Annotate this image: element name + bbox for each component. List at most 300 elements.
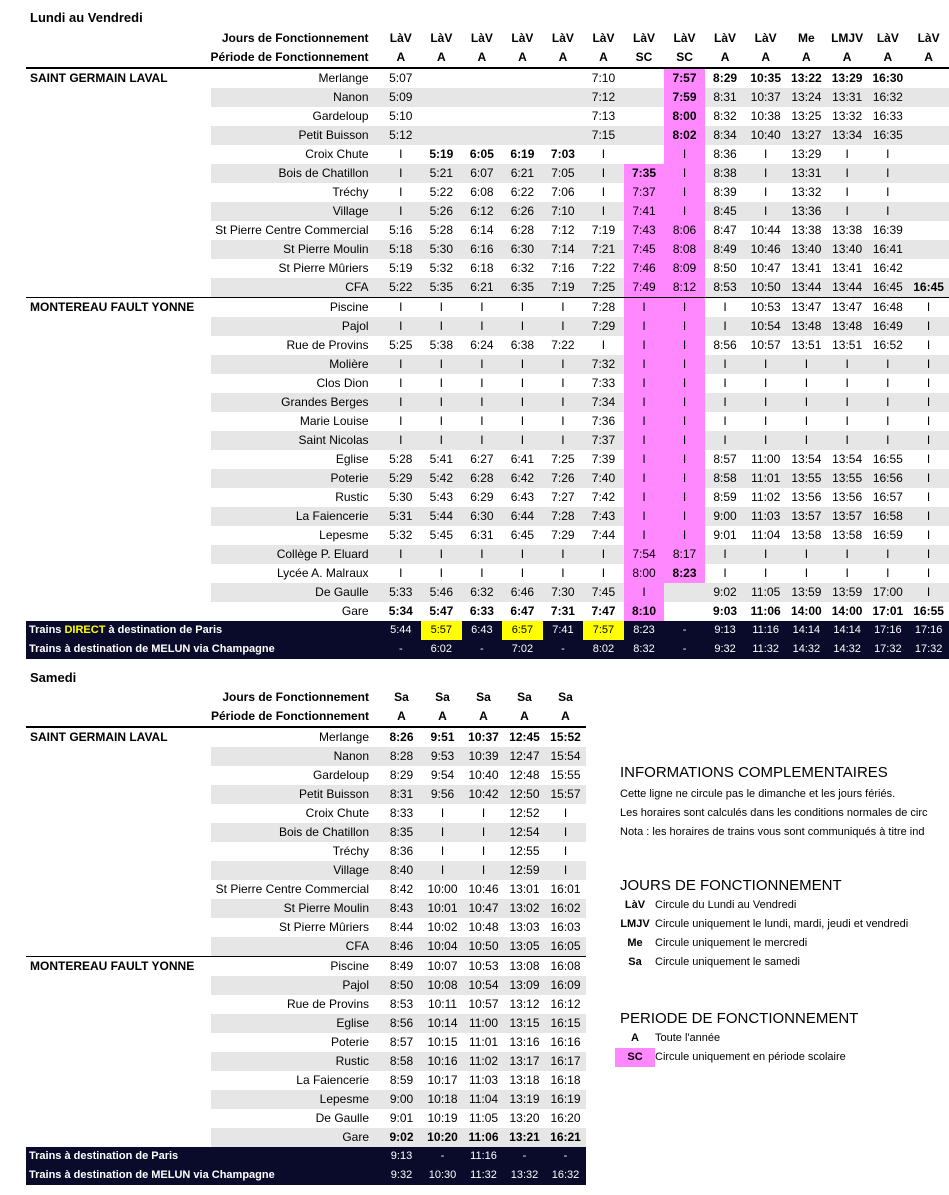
- time-cell: 8:42: [389, 882, 414, 896]
- time-cell: I: [624, 374, 665, 393]
- time-cell: I: [908, 393, 949, 412]
- zone-label: [26, 899, 211, 918]
- time-cell: 6:28: [510, 223, 535, 237]
- time-cell: 5:41: [429, 452, 454, 466]
- time-cell: I: [745, 545, 786, 564]
- time-cell: 16:55: [872, 452, 903, 466]
- time-cell: 13:58: [791, 528, 822, 542]
- time-cell: 7:49: [624, 278, 665, 298]
- time-cell: 6:43: [510, 490, 535, 504]
- time-cell: [624, 68, 665, 88]
- time-cell: I: [440, 844, 445, 858]
- direct-label-b: à destination de Paris: [105, 624, 223, 636]
- jours-cell: Sa: [517, 690, 532, 704]
- time-cell: 13:29: [827, 68, 868, 88]
- time-cell: 13:38: [832, 223, 863, 237]
- stop-row: [26, 183, 949, 202]
- jours-legend-title: JOURS DE FONCTIONNEMENT: [620, 877, 842, 894]
- stop-row: [26, 976, 586, 995]
- time-cell: I: [827, 202, 868, 221]
- jours-cell: LàV: [754, 31, 777, 45]
- footer-time-cell: 11:16: [463, 1147, 504, 1166]
- zone-label: [26, 602, 211, 621]
- time-cell: I: [545, 861, 586, 880]
- time-cell: 13:15: [504, 1014, 545, 1033]
- time-cell: 10:46: [745, 240, 786, 259]
- stop-row: [26, 450, 949, 469]
- time-cell: 7:29: [551, 528, 575, 542]
- time-cell: [908, 259, 949, 278]
- legend-row: [615, 1048, 846, 1067]
- time-cell: [664, 583, 705, 602]
- time-cell: I: [381, 317, 422, 336]
- footer-time-cell: -: [381, 640, 422, 659]
- time-cell: I: [624, 507, 665, 526]
- time-cell: 16:21: [545, 1128, 586, 1147]
- stop-row: [26, 412, 949, 431]
- time-cell: 10:08: [422, 976, 463, 995]
- time-cell: 13:40: [827, 240, 868, 259]
- time-cell: 6:14: [470, 223, 494, 237]
- legend-text: Circule uniquement le mercredi: [655, 937, 808, 949]
- time-cell: I: [723, 566, 727, 580]
- time-cell: 15:52: [545, 727, 586, 747]
- time-cell: 6:29: [470, 490, 494, 504]
- time-cell: 5:28: [389, 452, 413, 466]
- jours-cell: LàV: [592, 31, 615, 45]
- time-cell: I: [926, 490, 931, 504]
- time-cell: I: [624, 583, 665, 602]
- time-cell: 6:08: [470, 185, 494, 199]
- time-cell: 6:27: [470, 452, 494, 466]
- stop-name: Poterie: [330, 1035, 370, 1049]
- time-cell: I: [381, 431, 422, 450]
- time-cell: 6:38: [510, 338, 535, 352]
- stop-name: La Faiencerie: [296, 1073, 370, 1087]
- time-cell: 6:45: [510, 528, 535, 542]
- jours-cell: LàV: [551, 31, 574, 45]
- time-cell: 13:48: [827, 317, 868, 336]
- time-cell: 6:47: [510, 604, 535, 618]
- time-cell: 13:24: [786, 88, 827, 107]
- time-cell: 7:25: [583, 278, 624, 298]
- stop-name: Grandes Berges: [211, 393, 381, 412]
- time-cell: 7:22: [591, 261, 616, 275]
- periode-cell: SC: [676, 50, 693, 64]
- time-cell: I: [664, 298, 705, 318]
- time-cell: 5:34: [388, 604, 413, 618]
- time-cell: 5:22: [381, 278, 422, 298]
- zone-label: [26, 221, 211, 240]
- zone-label: [26, 374, 211, 393]
- time-cell: I: [381, 393, 422, 412]
- legend-code: LMJV: [620, 918, 650, 930]
- paris-row-label: Trains à destination de Paris: [26, 1147, 381, 1166]
- header-spacer: [26, 48, 211, 68]
- time-cell: 5:38: [429, 338, 454, 352]
- periode-label: Période de Fonctionnement: [211, 709, 370, 723]
- time-cell: 14:00: [791, 604, 822, 618]
- time-cell: 16:42: [872, 261, 903, 275]
- time-cell: 8:49: [705, 240, 746, 259]
- time-cell: I: [480, 376, 484, 390]
- time-cell: [908, 221, 949, 240]
- stop-row: [26, 583, 949, 602]
- time-cell: 6:16: [462, 240, 503, 259]
- time-cell: I: [583, 164, 624, 183]
- jours-cell: LàV: [673, 31, 696, 45]
- time-cell: 8:58: [381, 1052, 422, 1071]
- time-cell: 12:52: [509, 806, 540, 820]
- zone-label: [26, 126, 211, 145]
- periode-legend-title: PERIODE DE FONCTIONNEMENT: [620, 1010, 859, 1027]
- footer-time-cell: 14:14: [786, 621, 827, 640]
- time-cell: 7:45: [624, 240, 665, 259]
- time-cell: I: [827, 164, 868, 183]
- time-cell: I: [480, 414, 484, 428]
- direct-label-a: Trains: [29, 624, 65, 636]
- stop-name: Nanon: [211, 88, 381, 107]
- time-cell: 16:30: [867, 68, 908, 88]
- time-cell: 6:07: [462, 164, 503, 183]
- legend-code: Sa: [628, 956, 642, 968]
- zone-label: [26, 918, 211, 937]
- stop-name: Merlange: [211, 68, 381, 88]
- time-cell: I: [827, 431, 868, 450]
- time-cell: [908, 126, 949, 145]
- time-cell: 11:05: [745, 583, 786, 602]
- footer-time-cell: 13:32: [504, 1166, 545, 1185]
- time-cell: I: [399, 376, 403, 390]
- time-cell: I: [705, 298, 746, 318]
- time-cell: I: [440, 806, 445, 820]
- weekday-timetable: [26, 29, 949, 659]
- zone-label: [26, 431, 211, 450]
- time-cell: I: [462, 545, 503, 564]
- time-cell: I: [827, 355, 868, 374]
- stop-name: Lepesme: [319, 528, 369, 542]
- zone-label: MONTEREAU FAULT YONNE: [26, 957, 211, 977]
- time-cell: 7:46: [624, 259, 665, 278]
- jours-cell: LàV: [511, 31, 534, 45]
- time-cell: 7:19: [543, 278, 584, 298]
- time-cell: 16:39: [872, 223, 903, 237]
- time-cell: 13:19: [504, 1090, 545, 1109]
- time-cell: 7:19: [591, 223, 616, 237]
- time-cell: I: [845, 566, 849, 580]
- time-cell: I: [804, 566, 809, 580]
- time-cell: 7:28: [583, 298, 624, 318]
- time-cell: I: [786, 431, 827, 450]
- time-cell: 13:58: [832, 528, 863, 542]
- time-cell: I: [664, 488, 705, 507]
- time-cell: 7:57: [664, 68, 705, 88]
- time-cell: 7:37: [624, 183, 665, 202]
- time-cell: I: [422, 861, 463, 880]
- time-cell: I: [908, 545, 949, 564]
- stop-name: St Pierre Moulin: [211, 899, 381, 918]
- time-cell: 13:31: [827, 88, 868, 107]
- footer-time-cell: 17:32: [867, 640, 908, 659]
- periode-cell: A: [883, 50, 893, 64]
- stop-row: [26, 145, 949, 164]
- time-cell: 8:47: [713, 223, 737, 237]
- footer-time-cell: 14:14: [827, 621, 868, 640]
- periode-cell: A: [599, 50, 608, 64]
- time-cell: 7:59: [664, 88, 705, 107]
- stop-row: [26, 240, 949, 259]
- header-row-periode: [26, 707, 586, 727]
- stop-name: Village: [211, 861, 381, 880]
- stop-name: Rue de Provins: [286, 338, 369, 352]
- time-cell: 10:35: [745, 68, 786, 88]
- stop-name: Poterie: [211, 469, 381, 488]
- time-cell: 5:18: [381, 240, 422, 259]
- time-cell: I: [705, 545, 746, 564]
- time-cell: I: [764, 185, 768, 199]
- time-cell: 17:00: [867, 583, 908, 602]
- time-cell: I: [502, 431, 543, 450]
- time-cell: 9:00: [705, 507, 746, 526]
- legend-row: [615, 915, 908, 934]
- time-cell: 12:50: [504, 785, 545, 804]
- zone-label: [26, 526, 211, 545]
- time-cell: 13:54: [832, 452, 863, 466]
- time-cell: 7:22: [551, 338, 575, 352]
- stop-name: Nanon: [211, 747, 381, 766]
- time-cell: I: [723, 414, 727, 428]
- time-cell: 5:44: [421, 507, 462, 526]
- stop-row: [26, 164, 949, 183]
- time-cell: I: [745, 164, 786, 183]
- zone-label: [26, 747, 211, 766]
- time-cell: 5:35: [421, 278, 462, 298]
- footer-time-cell: 9:13: [381, 1147, 422, 1166]
- periode-cell: A: [842, 50, 852, 64]
- time-cell: 8:59: [389, 1073, 414, 1087]
- stop-row: [26, 1109, 586, 1128]
- direct-paris-row: [26, 621, 949, 640]
- stop-name: Petit Buisson: [211, 785, 381, 804]
- time-cell: 6:31: [470, 528, 494, 542]
- time-cell: 16:35: [867, 126, 908, 145]
- time-cell: 7:37: [583, 431, 624, 450]
- stop-name: Rustic: [335, 490, 369, 504]
- time-cell: I: [543, 431, 584, 450]
- time-cell: 11:01: [745, 469, 786, 488]
- zone-label: SAINT GERMAIN LAVAL: [26, 727, 211, 747]
- zone-label: [26, 183, 211, 202]
- zone-label: [26, 804, 211, 823]
- time-cell: 6:28: [462, 469, 503, 488]
- time-cell: 8:53: [705, 278, 746, 298]
- stop-name: Croix Chute: [305, 806, 370, 820]
- legend-row: [615, 934, 908, 953]
- time-cell: 7:36: [591, 414, 616, 428]
- zone-label: [26, 1071, 211, 1090]
- footer-time-cell: -: [545, 1147, 586, 1166]
- stop-row: [26, 1071, 586, 1090]
- time-cell: I: [381, 164, 422, 183]
- time-cell: I: [926, 414, 931, 428]
- time-cell: 7:25: [551, 452, 575, 466]
- time-cell: 10:39: [463, 747, 504, 766]
- time-cell: I: [886, 147, 890, 161]
- time-cell: 13:22: [786, 68, 827, 88]
- time-cell: I: [563, 844, 568, 858]
- time-cell: 7:29: [583, 317, 624, 336]
- time-cell: I: [421, 298, 462, 318]
- time-cell: [421, 126, 462, 145]
- time-cell: 5:19: [429, 147, 454, 161]
- stop-name: Eglise: [211, 1014, 381, 1033]
- stop-row: [26, 842, 586, 861]
- time-cell: [462, 107, 503, 126]
- time-cell: [908, 145, 949, 164]
- stop-name: Village: [211, 202, 381, 221]
- time-cell: 5:22: [429, 185, 454, 199]
- time-cell: 7:45: [583, 583, 624, 602]
- time-cell: I: [764, 376, 768, 390]
- time-cell: I: [786, 355, 827, 374]
- time-cell: 8:02: [664, 126, 705, 145]
- footer-time-cell: 7:02: [502, 640, 543, 659]
- time-cell: 8:38: [705, 164, 746, 183]
- time-cell: 8:06: [664, 221, 705, 240]
- time-cell: I: [624, 431, 665, 450]
- time-cell: 11:00: [751, 452, 781, 466]
- time-cell: 13:16: [509, 1035, 540, 1049]
- stop-row: [26, 355, 949, 374]
- time-cell: I: [561, 376, 565, 390]
- zone-label: [26, 278, 211, 298]
- time-cell: 5:30: [389, 490, 413, 504]
- stop-name: Molière: [211, 355, 381, 374]
- stop-row: [26, 107, 949, 126]
- time-cell: 6:33: [469, 604, 494, 618]
- time-cell: 13:08: [504, 957, 545, 977]
- jours-cell: LàV: [876, 31, 899, 45]
- time-cell: 13:36: [786, 202, 827, 221]
- time-cell: I: [845, 147, 849, 161]
- time-cell: [502, 88, 543, 107]
- direct-label-hl: DIRECT: [64, 624, 106, 636]
- time-cell: 8:31: [705, 88, 746, 107]
- time-cell: 13:02: [504, 899, 545, 918]
- saturday-timetable: [26, 688, 586, 1185]
- time-cell: 10:11: [427, 997, 458, 1011]
- time-cell: 9:03: [713, 604, 738, 618]
- time-cell: 16:12: [550, 997, 581, 1011]
- time-cell: 8:56: [713, 338, 737, 352]
- time-cell: 9:53: [422, 747, 463, 766]
- time-cell: 13:32: [791, 185, 822, 199]
- periode-cell: A: [761, 50, 771, 64]
- stop-row: [26, 298, 949, 318]
- time-cell: 13:27: [786, 126, 827, 145]
- time-cell: 6:35: [502, 278, 543, 298]
- time-cell: 10:53: [463, 957, 504, 977]
- time-cell: 13:41: [832, 261, 863, 275]
- zone-label: [26, 785, 211, 804]
- time-cell: I: [764, 414, 768, 428]
- time-cell: 6:21: [502, 164, 543, 183]
- time-cell: I: [867, 355, 908, 374]
- time-cell: I: [421, 317, 462, 336]
- time-cell: [421, 68, 462, 88]
- time-cell: 16:05: [545, 937, 586, 957]
- stop-row: [26, 880, 586, 899]
- time-cell: 16:45: [908, 278, 949, 298]
- time-cell: 5:46: [421, 583, 462, 602]
- stop-name: Pajol: [211, 317, 381, 336]
- time-cell: I: [664, 164, 705, 183]
- jours-legend: [615, 896, 908, 972]
- stop-name: Marie Louise: [299, 414, 369, 428]
- footer-time-cell: 14:32: [786, 640, 827, 659]
- periode-label: Période de Fonctionnement: [210, 50, 369, 64]
- time-cell: 16:56: [867, 469, 908, 488]
- time-cell: I: [381, 545, 422, 564]
- time-cell: I: [664, 507, 705, 526]
- time-cell: 13:20: [509, 1111, 540, 1125]
- time-cell: 12:54: [504, 823, 545, 842]
- zone-label: [26, 145, 211, 164]
- time-cell: 10:37: [745, 88, 786, 107]
- time-cell: 8:12: [664, 278, 705, 298]
- footer-time-cell: 8:32: [624, 640, 665, 659]
- footer-time-cell: -: [664, 621, 705, 640]
- time-cell: [462, 126, 503, 145]
- time-cell: 6:22: [510, 185, 535, 199]
- legend-text: Circule uniquement le lundi, mardi, jeudi et vendredi: [655, 918, 909, 930]
- time-cell: [462, 88, 503, 107]
- time-cell: I: [827, 545, 868, 564]
- time-cell: 7:43: [624, 221, 665, 240]
- time-cell: 8:36: [713, 147, 737, 161]
- time-cell: 11:04: [751, 528, 781, 542]
- time-cell: I: [764, 566, 768, 580]
- jours-cell: LMJV: [831, 31, 864, 45]
- stop-name: Gare: [211, 1128, 381, 1147]
- time-cell: I: [745, 393, 786, 412]
- zone-label: [26, 880, 211, 899]
- time-cell: I: [480, 566, 484, 580]
- time-cell: 8:23: [664, 564, 705, 583]
- time-cell: I: [502, 317, 543, 336]
- time-cell: I: [723, 376, 727, 390]
- time-cell: 16:16: [550, 1035, 581, 1049]
- melun-row-label: Trains à destination de MELUN via Champagne: [26, 640, 381, 659]
- zone-label: [26, 488, 211, 507]
- time-cell: 13:48: [786, 317, 827, 336]
- stop-row: [26, 68, 949, 88]
- time-cell: 13:59: [827, 583, 868, 602]
- time-cell: 13:55: [786, 469, 827, 488]
- zone-label: [26, 240, 211, 259]
- stop-name: Piscine: [211, 298, 381, 318]
- jours-cell: LàV: [470, 31, 493, 45]
- periode-cell: A: [720, 50, 730, 64]
- time-cell: 6:18: [470, 261, 494, 275]
- footer-time-cell: -: [504, 1147, 545, 1166]
- time-cell: 5:26: [421, 202, 462, 221]
- stop-row: [26, 602, 949, 621]
- time-cell: 10:50: [745, 278, 786, 298]
- time-cell: 7:40: [583, 469, 624, 488]
- time-cell: 13:54: [791, 452, 822, 466]
- time-cell: 16:33: [872, 109, 903, 123]
